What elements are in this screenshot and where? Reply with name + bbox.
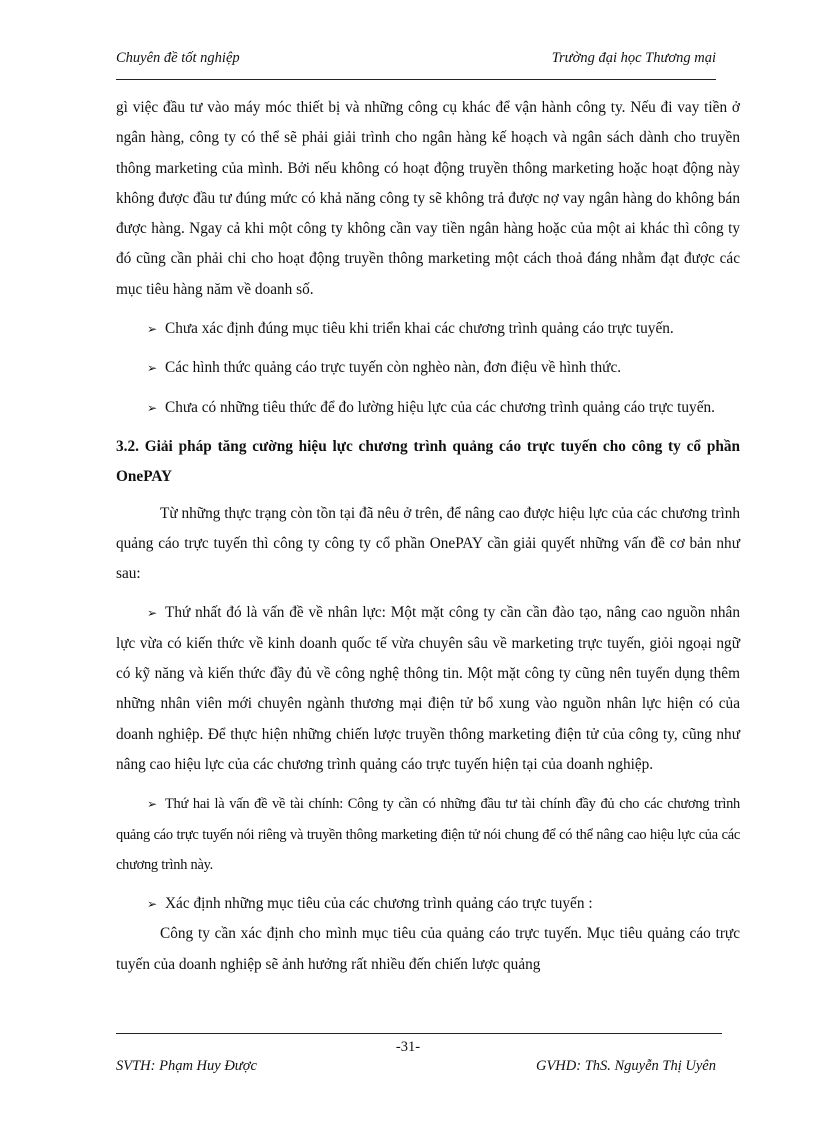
paragraph-intro-solutions: Từ những thực trạng còn tồn tại đã nêu ở trên, để nâng cao được hiệu lực của các chương trình quảng cáo trực tuyến thì công ty công ty cổ phần OnePAY cần giải quyết những vấn đề cơ bản như sau: [116,504,740,583]
bullet-text: Thứ nhất đó là vấn đề về nhân lực: Một mặt công ty cần cần đào tạo, nâng cao nguồn nhân lực vừa có kiến thức về kinh doanh quốc tế vừa chuyên sâu về marketing trực tuyến, giỏi ngoại ngữ có kỹ năng và kiến thức đầy đủ về công nghệ thông tin. Một mặt công ty cũng nên tuyển dụng thêm những nhân viên mới chuyên ngành thương mại điện tử bổ xung vào nguồn nhân lực hiện có của doanh nghiệp. Để thực hiện những chiến lược truyền thông marketing điện tử của công ty, cũng như nâng cao hiệu lực của các chương trình quảng cáo trực tuyến hiện tại của doanh nghiệp. [116,604,740,773]
paragraph-investment: gì việc đầu tư vào máy móc thiết bị và những công cụ khác để vận hành công ty. Nếu đi vay tiền ở ngân hàng, công ty có thể sẽ phải giải trình cho ngân hàng kế hoạch và ngân sách dành cho truyền thông marketing của mình. Bởi nếu không có hoạt động truyền thông marketing hoặc hoạt động này không được đầu tư đúng mức có khả năng công ty sẽ không trả được nợ vay ngân hàng do không bán được hàng. Ngay cả khi một công ty không cần vay tiền ngân hàng hoặc của một ai khác thì công ty đó cũng cần phải chi cho hoạt động truyền thông marketing một cách thoả đáng nhằm đạt được các mục tiêu hàng năm về doanh số. [116,99,740,298]
footer-divider-right [286,1033,722,1034]
footer-divider-left [116,1033,286,1034]
page-body [116,93,740,980]
arrow-bullet-icon: ➢ [147,797,157,812]
page-header [116,50,716,70]
bullet-item-formats [116,353,740,383]
paragraph-objectives-detail: Công ty cần xác định cho mình mục tiêu của quảng cáo trực tuyến. Mục tiêu quảng cáo trực tuyến của doanh nghiệp sẽ ảnh hưởng rất nhiều đến chiến lược quảng [116,925,740,973]
header-divider [116,79,716,80]
bullet-text: Chưa xác định đúng mục tiêu khi triển khai các chương trình quảng cáo trực tuyến. [165,320,674,338]
bullet-text: Xác định những mục tiêu của các chương trình quảng cáo trực tuyến : [165,895,593,913]
page-number: -31- [395,1039,421,1055]
arrow-bullet-icon: ➢ [147,322,158,337]
section-heading-3-2: 3.2. Giải pháp tăng cường hiệu lực chương trình quảng cáo trực tuyến cho công ty cổ phần OnePAY [116,437,740,486]
header-document-type: Chuyên đề tốt nghiệp [116,50,240,66]
bullet-text: Chưa có những tiêu thức để đo lường hiệu lực của các chương trình quảng cáo trực tuyến. [165,398,715,416]
footer-student: SVTH: Phạm Huy Được [116,1058,257,1074]
arrow-bullet-icon: ➢ [147,897,158,912]
arrow-bullet-icon: ➢ [147,606,158,621]
header-university: Trường đại học Thương mại [551,50,716,66]
arrow-bullet-icon: ➢ [147,400,158,415]
arrow-bullet-icon: ➢ [147,361,158,376]
page-footer [116,1058,716,1078]
bullet-item-define-objectives [116,889,740,919]
bullet-item-measurement [116,393,740,423]
bullet-item-finance [116,789,740,880]
bullet-item-objectives [116,314,740,344]
bullet-item-human-resources [116,598,740,780]
footer-supervisor: GVHD: ThS. Nguyễn Thị Uyên [535,1058,716,1074]
bullet-text: Các hình thức quảng cáo trực tuyến còn nghèo nàn, đơn điệu về hình thức. [165,359,622,377]
bullet-text: Thứ hai là vấn đề về tài chính: Công ty cần có những đầu tư tài chính đầy đủ cho các chương trình quảng cáo trực tuyến nói riêng và truyền thông marketing điện tử nói chung để có thể nâng cao hiệu lực của các chương trình này. [116,796,740,873]
